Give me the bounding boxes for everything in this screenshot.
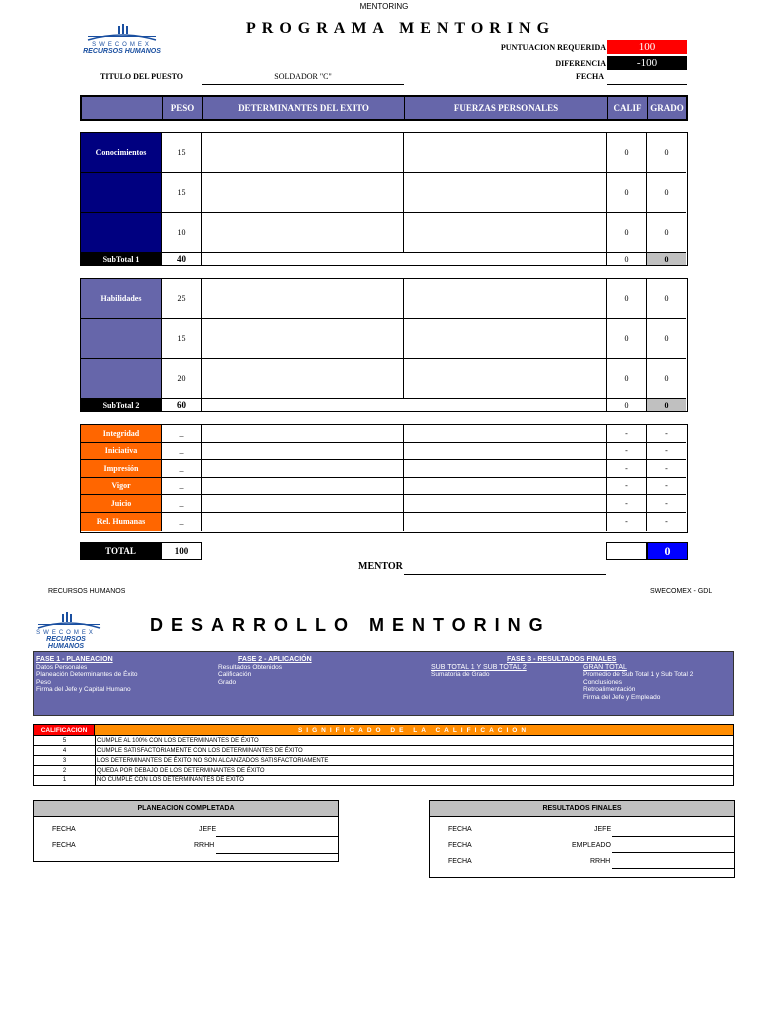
trait-peso: _ <box>162 478 202 496</box>
calificacion-header: CALIFICACION <box>33 724 95 736</box>
company-logo <box>34 612 114 650</box>
planeacion-date-label: FECHA <box>52 842 76 849</box>
calif-cell[interactable]: 0 <box>607 279 647 319</box>
determinante-cell[interactable] <box>202 425 404 443</box>
resultados-panel <box>429 800 735 878</box>
resultados-boss-field[interactable] <box>612 836 734 837</box>
fuerza-cell[interactable] <box>404 495 607 513</box>
phase3-gran-title: GRAN TOTAL <box>583 663 627 671</box>
planeacion-panel <box>33 800 339 862</box>
total-label: TOTAL <box>80 542 161 560</box>
trait-label: Rel. Humanas <box>81 513 162 532</box>
grado-cell: - <box>665 517 668 527</box>
trait-label: Iniciativa <box>81 443 162 461</box>
determinante-cell[interactable] <box>202 319 404 359</box>
calif-cell[interactable]: - <box>607 460 647 478</box>
trait-label: Vigor <box>81 478 162 496</box>
phase1 <box>36 656 236 694</box>
phase3-gran-item: Conclusiones <box>583 678 623 686</box>
footer-right: SWECOMEX - GDL <box>650 588 713 594</box>
calif-cell[interactable]: - <box>607 478 647 496</box>
subtotal2-grado: 0 <box>647 399 686 411</box>
subtotal2-blank <box>202 399 607 411</box>
calif-cell[interactable]: 0 <box>607 359 647 399</box>
fuerza-cell[interactable] <box>404 173 607 213</box>
determinante-cell[interactable] <box>202 513 404 532</box>
company-logo <box>82 24 162 55</box>
logo-building-icon <box>34 612 114 630</box>
determinante-cell[interactable] <box>202 359 404 399</box>
scale-score: 3 <box>34 756 96 766</box>
footer-left: RECURSOS HUMANOS <box>48 588 126 594</box>
habilidades-block <box>80 278 688 412</box>
resultados-rrhh-label: RRHH <box>590 858 611 865</box>
calif-cell[interactable]: - <box>607 443 647 461</box>
calif-cell[interactable]: - <box>607 513 647 532</box>
header-grado: GRADO <box>650 103 684 113</box>
trait-peso: _ <box>162 425 202 443</box>
total-calif <box>606 542 647 560</box>
significado-header: SIGNIFICADO DE LA CALIFICACION <box>95 724 734 736</box>
resultados-date-label: FECHA <box>448 826 472 833</box>
table-header <box>80 95 688 121</box>
conocimientos-blank <box>81 213 162 253</box>
peso-cell: 25 <box>162 279 202 319</box>
grado-cell: - <box>647 425 686 443</box>
fuerza-cell[interactable] <box>404 460 607 478</box>
resultados-employee-label: EMPLEADO <box>572 842 611 849</box>
trait-peso: _ <box>162 513 202 532</box>
resultados-date-label: FECHA <box>448 858 472 865</box>
planeacion-boss-label: JEFE <box>199 826 217 833</box>
phase3-gran-item: Retroalimentación <box>583 686 636 693</box>
phase3-title: FASE 3 - RESULTADOS FINALES <box>507 656 617 663</box>
determinante-cell[interactable] <box>202 443 404 461</box>
subtotal1-blank <box>202 253 607 265</box>
conocimientos-label: Conocimientos <box>81 133 162 173</box>
calif-cell[interactable]: - <box>607 425 647 443</box>
required-score-label: PUNTUACION REQUERIDA <box>500 43 606 52</box>
phase2-item: Resultados Obtenidos <box>218 663 282 671</box>
phase1-item: Planeación Determinantes de Éxito <box>36 671 138 678</box>
logo-subtitle: RECURSOS HUMANOS <box>46 636 86 650</box>
scale-text: CUMPLE SATISFACTORIAMENTE CON LOS DETERMINANTES DE ÉXITO <box>96 746 734 756</box>
job-title-value[interactable]: SOLDADOR "C" <box>202 72 404 85</box>
habilidades-blank <box>81 319 162 359</box>
determinante-cell[interactable] <box>202 495 404 513</box>
page-title: PROGRAMA MENTORING <box>246 20 556 37</box>
resultados-date-label: FECHA <box>448 842 472 849</box>
determinante-cell[interactable] <box>202 213 404 253</box>
fuerza-cell[interactable] <box>404 359 607 399</box>
phases-panel <box>33 651 734 716</box>
subtotal1-label: SubTotal 1 <box>81 253 162 265</box>
grado-cell: 0 <box>647 359 686 399</box>
planeacion-title: PLANEACION COMPLETADA <box>34 801 338 817</box>
scale-score: 4 <box>34 746 96 756</box>
phase1-title: FASE 1 - PLANEACION <box>36 656 113 663</box>
phase2-title: FASE 2 - APLICACIÓN <box>238 656 312 663</box>
difference-label: DIFERENCIA <box>555 59 606 68</box>
conocimientos-blank <box>81 173 162 213</box>
subtotal1-grado: 0 <box>647 253 686 265</box>
total-peso: 100 <box>161 542 202 560</box>
mentor-signature-field[interactable] <box>404 574 606 575</box>
planeacion-date-label: FECHA <box>52 826 76 833</box>
subtotal1-peso: 40 <box>162 253 202 265</box>
personal-traits-block <box>80 424 688 533</box>
trait-peso: _ <box>162 443 202 461</box>
trait-peso: _ <box>162 460 202 478</box>
habilidades-blank <box>81 359 162 399</box>
trait-label: Impresión <box>81 460 162 478</box>
phase3-gran-item: Firma del Jefe y Empleado <box>583 693 661 701</box>
subtotal2-label: SubTotal 2 <box>81 399 162 411</box>
peso-cell: 15 <box>162 173 202 213</box>
total-grado: 0 <box>647 542 688 560</box>
scale-score: 1 <box>34 776 96 785</box>
logo-subtitle: RECURSOS HUMANOS <box>83 48 161 55</box>
grado-cell: 0 <box>647 173 686 213</box>
date-field[interactable] <box>607 84 687 85</box>
phase3-sub-title: SUB TOTAL 1 Y SUB TOTAL 2 <box>431 663 527 671</box>
habilidades-label: Habilidades <box>81 279 162 319</box>
scale-text: CUMPLE AL 100% CON LOS DETERMINANTES DE ÉXITO <box>96 736 734 746</box>
grado-cell: 0 <box>647 213 686 253</box>
phase2-item: Grado <box>218 678 237 686</box>
calif-cell[interactable]: 0 <box>607 213 647 253</box>
planeacion-rrhh-label: RRHH <box>194 842 215 849</box>
peso-cell: 20 <box>162 359 202 399</box>
grado-cell: - <box>647 460 686 478</box>
planeacion-rrhh-field[interactable] <box>216 853 338 854</box>
scale-text: NO CUMPLE CON LOS DETERMINANTES DE EXITO <box>97 777 244 783</box>
mentor-label: MENTOR <box>358 561 403 572</box>
calif-cell[interactable]: 0 <box>607 133 647 173</box>
fuerza-cell[interactable] <box>404 319 607 359</box>
header-fuerzas: FUERZAS PERSONALES <box>405 97 608 119</box>
scale-text: LOS DETERMINANTES DE ÉXITO NO SON ALCANZADOS SATISFACTORIAMENTE <box>96 756 734 766</box>
grado-cell: - <box>647 495 686 513</box>
header-determinantes: DETERMINANTES DEL EXITO <box>203 97 405 119</box>
phase2 <box>218 656 398 686</box>
scale-text: QUEDA POR DEBAJO DE LOS DETERMINANTES DE ÉXITO <box>96 766 734 776</box>
fuerza-cell[interactable] <box>404 513 607 532</box>
determinante-cell[interactable] <box>202 133 404 173</box>
grado-cell: 0 <box>647 319 686 359</box>
resultados-boss-label: JEFE <box>594 826 612 833</box>
phase1-item: Datos Personales <box>36 663 88 671</box>
grado-cell: - <box>647 443 686 461</box>
logo-name: SWECOMEX <box>36 630 96 636</box>
header-calif: CALIF <box>608 97 648 119</box>
scale-score: 2 <box>34 766 96 776</box>
determinante-cell[interactable] <box>202 173 404 213</box>
phase1-item: Peso <box>36 678 51 686</box>
fuerza-cell[interactable] <box>404 279 607 319</box>
determinante-cell[interactable] <box>202 460 404 478</box>
phase3-gran-item: Promedio de Sub Total 1 y Sub Total 2 <box>583 671 694 678</box>
peso-cell: 10 <box>162 213 202 253</box>
subtotal1-calif: 0 <box>607 253 647 265</box>
grado-cell: 0 <box>647 133 686 173</box>
fuerza-cell[interactable] <box>404 425 607 443</box>
trait-peso: _ <box>162 495 202 513</box>
section2-title: DESARROLLO MENTORING <box>150 615 551 635</box>
peso-cell: 15 <box>162 319 202 359</box>
phase1-item: Firma del Jefe y Capital Humano <box>36 686 131 693</box>
planeacion-boss-field[interactable] <box>216 836 338 837</box>
fuerza-cell[interactable] <box>404 478 607 496</box>
required-score-value: 100 <box>607 40 687 54</box>
grado-cell: 0 <box>647 279 686 319</box>
resultados-title: RESULTADOS FINALES <box>430 801 734 817</box>
subtotal2-peso: 60 <box>162 399 202 411</box>
header-blank <box>82 97 163 119</box>
logo-building-icon <box>82 24 162 42</box>
trait-label: Integridad <box>81 425 162 443</box>
scale-score: 5 <box>34 736 96 746</box>
grado-cell: - <box>647 478 686 496</box>
fuerza-cell[interactable] <box>404 213 607 253</box>
logo-name: SWECOMEX <box>92 42 152 48</box>
phase2-item: Calificación <box>218 671 252 678</box>
determinante-cell[interactable] <box>202 478 404 496</box>
header-peso: PESO <box>163 97 203 119</box>
page-caption: MENTORING <box>359 2 409 11</box>
difference-value: -100 <box>607 56 687 70</box>
phase3 <box>431 656 731 701</box>
subtotal2-calif: 0 <box>607 399 647 411</box>
resultados-rrhh-field[interactable] <box>612 868 734 869</box>
resultados-employee-field[interactable] <box>612 852 734 853</box>
fuerza-cell[interactable] <box>404 443 607 461</box>
calif-cell[interactable]: - <box>607 495 647 513</box>
scale-table <box>33 736 734 786</box>
peso-cell: 15 <box>162 133 202 173</box>
calif-cell[interactable]: 0 <box>607 173 647 213</box>
determinante-cell[interactable] <box>202 279 404 319</box>
conocimientos-block <box>80 132 688 266</box>
job-title-label: TITULO DEL PUESTO <box>100 72 183 81</box>
calif-cell[interactable]: 0 <box>607 319 647 359</box>
fuerza-cell[interactable] <box>404 133 607 173</box>
date-label: FECHA <box>576 72 604 81</box>
trait-label: Juicio <box>81 495 162 513</box>
phase3-sub-item: Sumatoria de Grado <box>431 671 490 678</box>
